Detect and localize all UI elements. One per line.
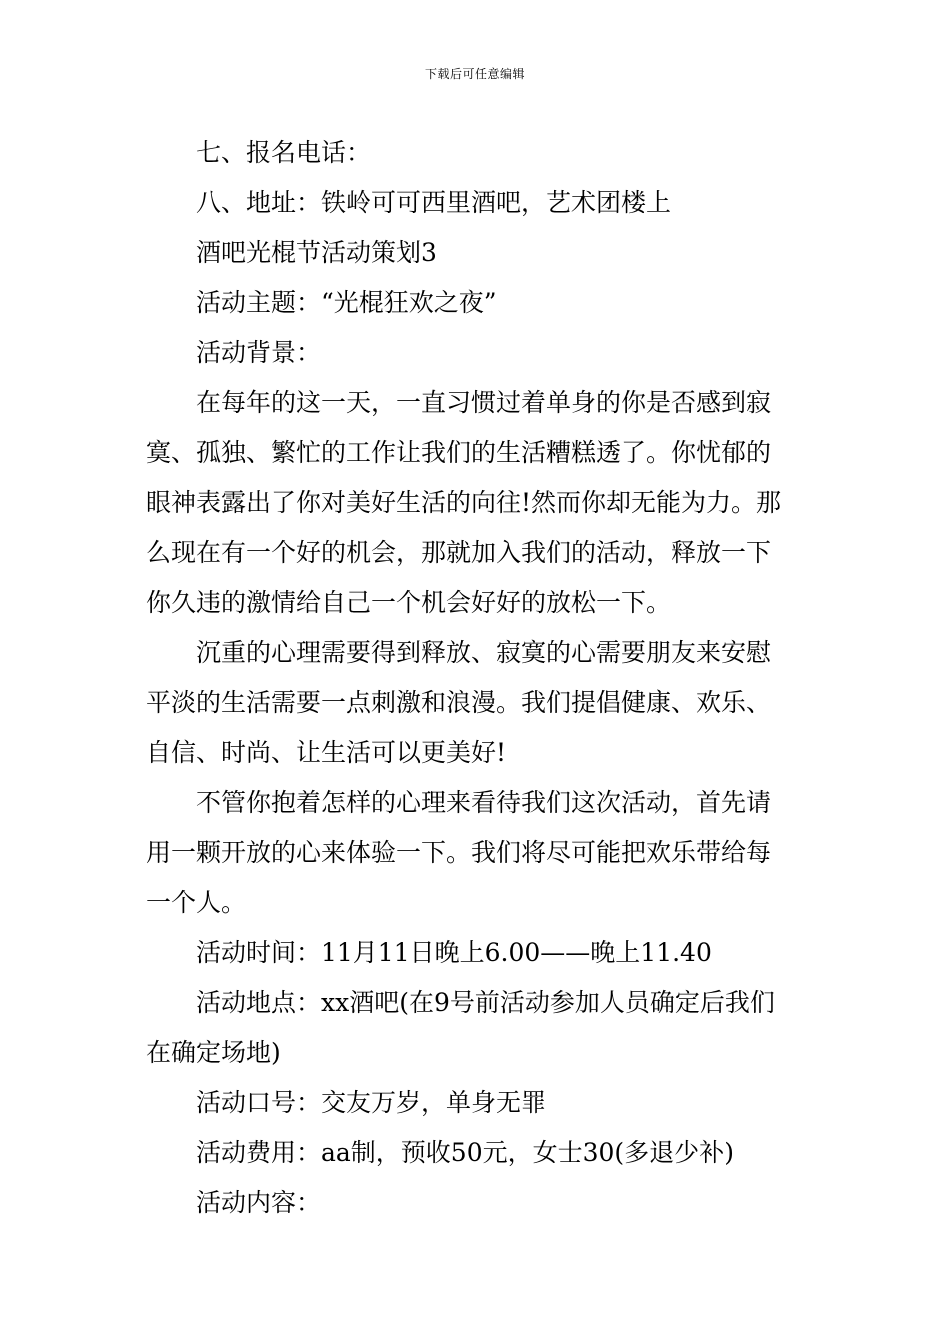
text-line: 在确定场地): [146, 1038, 281, 1067]
text-line: 一个人。: [146, 888, 247, 917]
text-line: 不管你抱着怎样的心理来看待我们这次活动，首先请: [196, 788, 772, 817]
text-line: 么现在有一个好的机会，那就加入我们的活动，释放一下: [146, 538, 772, 567]
text-line: 活动地点：xx酒吧(在9号前活动参加人员确定后我们: [196, 988, 775, 1017]
text-line: 活动时间：11月11日晚上6.00——晚上11.40: [196, 938, 712, 967]
text-line: 你久违的激情给自己一个机会好好的放松一下。: [146, 588, 672, 617]
section-title: 酒吧光棍节活动策划3: [196, 238, 437, 267]
text-line: 眼神表露出了你对美好生活的向往!然而你却无能为力。那: [146, 488, 782, 517]
text-line: 活动费用：aa制，预收50元，女士30(多退少补): [196, 1138, 734, 1167]
text-line: 平淡的生活需要一点刺激和浪漫。我们提倡健康、欢乐、: [146, 688, 772, 717]
text-line: 活动背景：: [196, 338, 322, 367]
page-header-note: 下载后可任意编辑: [424, 67, 525, 81]
text-line: 活动主题：“光棍狂欢之夜”: [196, 288, 497, 317]
text-line: 在每年的这一天，一直习惯过着单身的你是否感到寂: [196, 388, 772, 417]
document-body: [146, 128, 806, 1228]
text-line: 自信、时尚、让生活可以更美好!: [146, 738, 507, 767]
text-line: 八、地址：铁岭可可西里酒吧，艺术团楼上: [196, 188, 672, 217]
text-line: 七、报名电话：: [196, 138, 372, 167]
text-line: 活动内容：: [196, 1188, 322, 1217]
text-line: 用一颗开放的心来体验一下。我们将尽可能把欢乐带给每: [146, 838, 772, 867]
text-line: 寞、孤独、繁忙的工作让我们的生活糟糕透了。你忧郁的: [146, 438, 772, 467]
text-line: 沉重的心理需要得到释放、寂寞的心需要朋友来安慰: [196, 638, 772, 667]
text-line: 活动口号：交友万岁，单身无罪: [196, 1088, 547, 1117]
